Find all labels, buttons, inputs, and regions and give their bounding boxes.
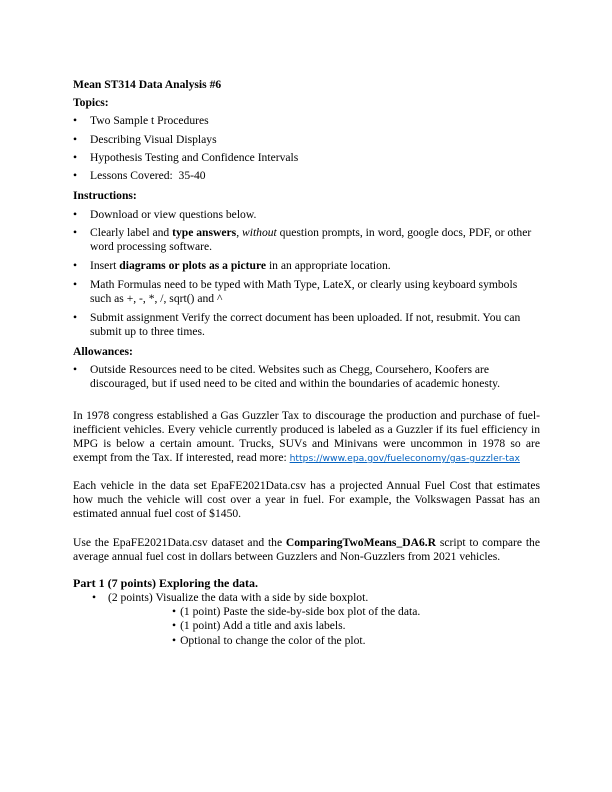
item-text: Two Sample t Procedures [90,114,209,127]
part1-heading: Part 1 (7 points) Exploring the data. [73,576,259,590]
topics-heading: Topics: [73,96,109,109]
list-item [73,311,540,339]
bullet: • [73,278,78,291]
bold-text: diagrams or plots as a picture [119,259,267,272]
item-text: Describing Visual Displays [90,133,217,146]
bold-text: type answers [172,226,237,239]
paragraph-task [73,536,540,564]
list-item [73,278,540,306]
item-text: Submit assignment Verify the correct document has been uploaded. If not, resubmit. You can submit up to three times. [90,311,521,338]
instructions-heading: Instructions: [73,189,137,202]
bullet: • [73,151,78,164]
item-text: Download or view questions below. [90,208,257,221]
list-item [73,259,540,273]
item-text: Lessons Covered: 35-40 [90,169,206,182]
item-text: (1 point) Paste the side-by-side box plot of the data. [180,605,421,618]
list-item [73,133,540,147]
paragraph-gas-guzzler [73,409,540,466]
list-item [73,169,540,183]
bullet: • [172,619,177,632]
list-item [92,591,559,605]
paragraph-text: In 1978 congress established a Gas Guzzler Tax to discourage the production and purchase of fuel-inefficient vehicles. Every vehicle currently produced is labeled as a Guzzler if its fuel efficiency in MPG is below a certain amount. Trucks, SUVs and Minivans were uncommon in 1978 so are exempt from the Tax. If interested, read more: [73,409,540,464]
script-name: ComparingTwoMeans_DA6.R [285,536,437,549]
bullet: • [73,363,78,376]
list-item [73,151,540,165]
item-text: question prompts, in word, google docs, PDF, or other word processing software. [90,226,532,253]
item-text: Math Formulas need to be typed with Math Type, LateX, or clearly using keyboard symbols such as +, -, *, /, sqrt() and ^ [90,278,518,305]
document-title: Mean ST314 Data Analysis #6 [73,78,222,91]
list-item [73,363,540,391]
bullet: • [73,259,78,272]
epa-link[interactable]: https://www.epa.gov/fueleconomy/gas-guzzler-tax [289,453,520,464]
item-text: Optional to change the color of the plot. [180,634,366,647]
item-text: Insert [90,259,120,272]
item-text: Clearly label and [90,226,173,239]
bullet: • [73,169,78,182]
paragraph-text: Use the EpaFE2021Data.csv dataset and the [73,536,286,549]
bullet: • [172,634,177,647]
bullet: • [73,208,78,221]
bullet: • [73,226,78,239]
item-text: in an appropriate location. [266,259,391,272]
paragraph-text: script to compare the average annual fuel cost in dollars between Guzzlers and Non-Guzzlers from 2021 vehicles. [73,536,540,563]
sub-list-item [172,605,420,619]
item-text: Outside Resources need to be cited. Websites such as Chegg, Coursehero, Koofers are discouraged, but if used need to be cited and within the boundaries of academic honesty. [90,363,501,390]
list-item [73,226,540,254]
bullet: • [73,114,78,127]
italic-text: without [241,226,277,239]
bullet: • [92,591,97,604]
item-text: Hypothesis Testing and Confidence Intervals [90,151,299,164]
sub-list-item [172,619,346,633]
sub-list-item [172,634,366,648]
item-text: (1 point) Add a title and axis labels. [180,619,346,632]
list-item [73,208,540,222]
allowances-heading: Allowances: [73,345,133,358]
bullet: • [73,311,78,324]
bullet: • [73,133,78,146]
bullet: • [172,605,177,618]
paragraph-dataset: Each vehicle in the data set EpaFE2021Data.csv has a projected Annual Fuel Cost that estimates how much the vehicle will cost over a year in fuel. For example, the Volkswagen Passat has an estimated annual fuel cost of $1450. [73,479,540,520]
item-text: , [236,226,242,239]
item-text: (2 points) Visualize the data with a side by side boxplot. [108,591,369,604]
list-item [73,114,540,128]
